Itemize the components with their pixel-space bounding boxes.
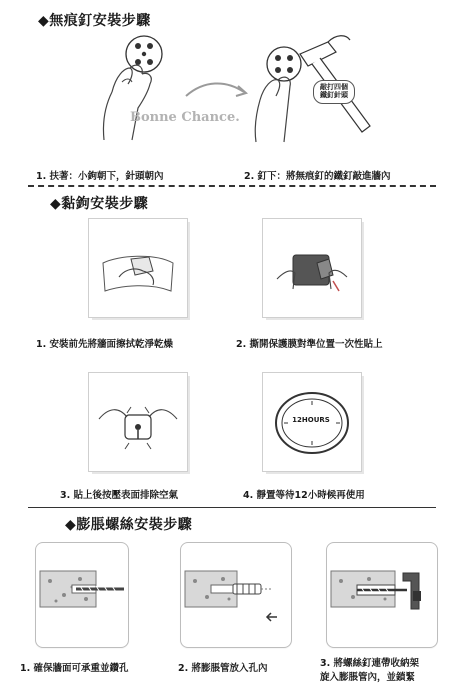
wipe-wall-card (88, 218, 188, 318)
screw-step-1-caption: 1. 確保牆面可承重並鑽孔 (20, 663, 129, 674)
insert-anchor-card (180, 542, 292, 648)
arrow-right-icon (182, 78, 252, 102)
note-bubble-line2: 鐵釘針頭 (320, 91, 348, 99)
note-bubble-line1: 敲打四個 (320, 83, 348, 91)
peel-film-illustration (263, 219, 361, 317)
press-hook-card (88, 372, 188, 472)
screw-in-illustration (327, 543, 437, 647)
clock-label: 12HOURS (292, 416, 330, 424)
section-divider (28, 507, 436, 508)
screw-step-2-caption: 2. 將膨脹管放入孔內 (178, 663, 268, 674)
section-title-nail: ◆無痕釘安裝步驟 (38, 13, 151, 29)
section-title-expansion-screw: ◆膨脹螺絲安裝步驟 (65, 517, 193, 533)
insert-anchor-illustration (181, 543, 291, 647)
hook-step-4-caption: 4. 靜置等待12小時候再使用 (243, 490, 365, 501)
nail-step-1-caption: 1. 扶著：小鉤朝下，針頭朝內 (36, 171, 164, 182)
peel-film-card (262, 218, 362, 318)
hook-step-3-caption: 3. 貼上後按壓表面排除空氣 (60, 490, 179, 501)
hook-step-2-caption: 2. 撕開保護膜對準位置一次性貼上 (236, 339, 383, 350)
nail-step-2-caption: 2. 釘下：將無痕釘的鐵釘敲進牆內 (244, 171, 391, 182)
wipe-wall-illustration (89, 219, 187, 317)
press-hook-illustration (89, 373, 187, 471)
hand-holding-plate-illustration (92, 32, 172, 142)
screw-in-card (326, 542, 438, 648)
drill-hole-card (35, 542, 129, 648)
screw-step-3-caption-line2: 旋入膨脹管內，並鎖緊 (320, 672, 416, 683)
section-title-adhesive-hook: ◆黏鉤安裝步驟 (50, 196, 149, 212)
section-divider (28, 185, 436, 187)
drill-hole-illustration (36, 543, 128, 647)
hook-step-1-caption: 1. 安裝前先將牆面擦拭乾淨乾燥 (36, 339, 174, 350)
watermark-text: Bonne Chance. (130, 110, 240, 125)
screw-step-3-caption-line1: 3. 將螺絲釘連帶收納架 (320, 658, 420, 669)
